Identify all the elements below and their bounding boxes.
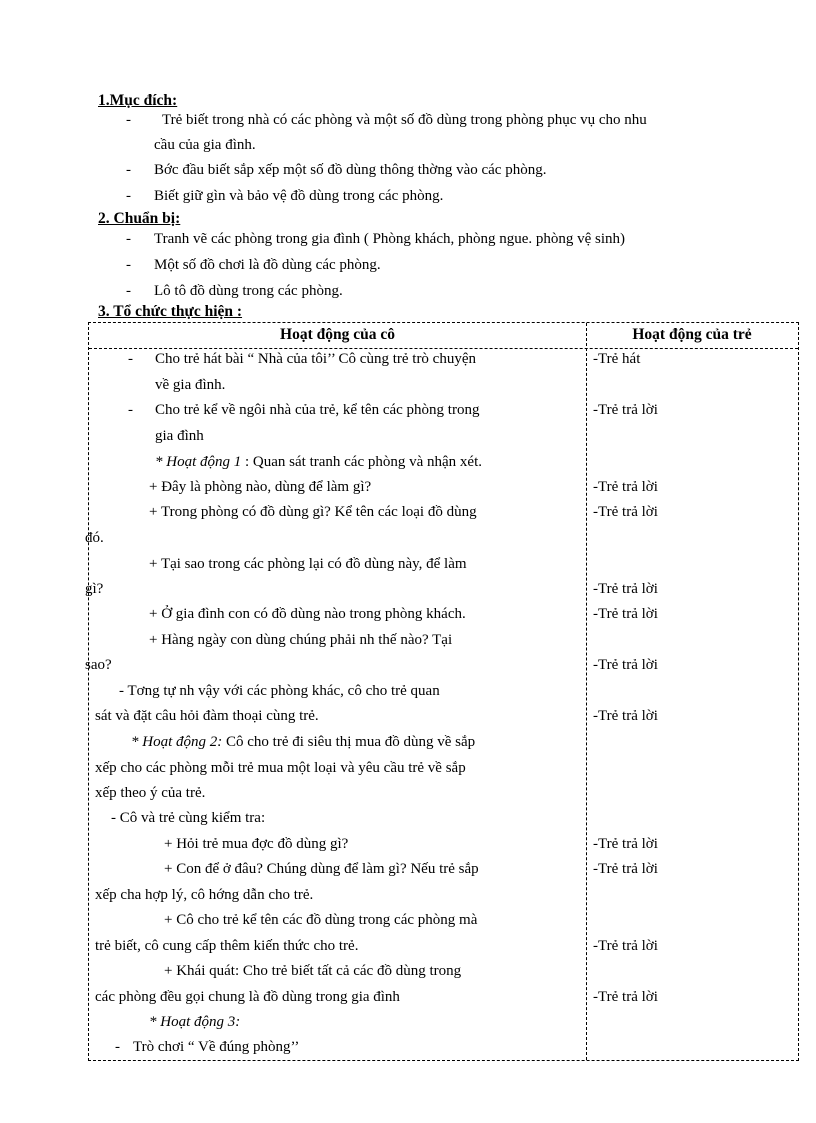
teacher-line-18: xếp theo ý của trẻ. xyxy=(95,785,206,801)
child-response-4: -Trẻ trả lời xyxy=(593,504,658,520)
teacher-line-24: trẻ biết, cô cung cấp thêm kiến thức cho trẻ. xyxy=(95,938,359,954)
teacher-line-10: gì? xyxy=(85,581,104,597)
purpose-item-3-text: Biết giữ gìn và bảo vệ đồ dùng trong các phòng. xyxy=(154,188,444,204)
teacher-line-21: + Con để ở đâu? Chúng dùng để làm gì? Nếu trẻ sắp xyxy=(164,861,479,877)
activity-2-text: Cô cho trẻ đi siêu thị mua đồ dùng về sắp xyxy=(222,734,476,750)
teacher-line-15: sát và đặt câu hỏi đàm thoại cùng trẻ. xyxy=(95,708,319,724)
bullet-dash: - xyxy=(126,162,131,178)
teacher-line-13: sao? xyxy=(85,657,112,673)
teacher-line-25: + Khái quát: Cho trẻ biết tất cả các đồ dùng trong xyxy=(164,963,462,979)
child-response-5: -Trẻ trả lời xyxy=(593,581,658,597)
teacher-line-14: - Tơng tự nh vậy với các phòng khác, cô cho trẻ quan xyxy=(119,683,440,699)
prep-item-3-text: Lô tô đồ dùng trong các phòng. xyxy=(154,283,343,299)
teacher-line-3: Cho trẻ kể về ngôi nhà của trẻ, kể tên các phòng trong xyxy=(155,402,480,418)
child-response-8: -Trẻ trả lời xyxy=(593,708,658,724)
teacher-line-23: + Cô cho trẻ kể tên các đồ dùng trong các phòng mà xyxy=(164,912,478,928)
section-2-heading: 2. Chuẩn bị: xyxy=(98,210,181,227)
bullet-dash: - xyxy=(126,112,131,128)
teacher-line-5 xyxy=(155,452,482,472)
section-3-heading: 3. Tổ chức thực hiện : xyxy=(98,303,243,320)
prep-item-2-text: Một số đồ chơi là đồ dùng các phòng. xyxy=(154,257,381,273)
activity-table xyxy=(85,322,799,1061)
child-response-3: -Trẻ trả lời xyxy=(593,479,658,495)
purpose-item-1-line-1: Trẻ biết trong nhà có các phòng và một số đồ dùng trong phòng phục vụ cho nhu xyxy=(162,112,647,128)
teacher-line-26: các phòng đều gọi chung là đồ dùng trong gia đình xyxy=(95,989,400,1005)
bullet-dash: - xyxy=(126,283,131,299)
activity-3-label: * Hoạt động 3: xyxy=(149,1014,241,1030)
bullet-dash: - xyxy=(128,351,133,367)
bullet-dash: - xyxy=(126,231,131,247)
child-column-header: Hoạt động của trẻ xyxy=(632,326,752,343)
section-1-heading: 1.Mục đích: xyxy=(98,92,178,109)
child-response-9: -Trẻ trả lời xyxy=(593,836,658,852)
child-response-7: -Trẻ trả lời xyxy=(593,657,658,673)
teacher-column-header: Hoạt động của cô xyxy=(280,326,395,343)
teacher-line-22: xếp cha hợp lý, cô hớng dẫn cho trẻ. xyxy=(95,887,314,903)
child-response-1: -Trẻ hát xyxy=(593,351,641,367)
teacher-line-11: + Ở gia đình con có đồ dùng nào trong phòng khách. xyxy=(149,606,466,622)
child-response-12: -Trẻ trả lời xyxy=(593,989,658,1005)
teacher-line-19: - Cô và trẻ cùng kiểm tra: xyxy=(111,810,266,826)
teacher-line-9: + Tại sao trong các phòng lại có đồ dùng này, để làm xyxy=(149,556,467,572)
activity-1-text: : Quan sát tranh các phòng và nhận xét. xyxy=(241,454,483,470)
teacher-line-16 xyxy=(131,732,475,752)
activity-1-label: * Hoạt động 1 xyxy=(155,454,242,470)
teacher-line-12: + Hàng ngày con dùng chúng phải nh thế nào? Tại xyxy=(149,632,453,648)
teacher-line-20: + Hỏi trẻ mua đợc đồ dùng gì? xyxy=(164,836,349,852)
bullet-dash: - xyxy=(126,188,131,204)
child-response-11: -Trẻ trả lời xyxy=(593,938,658,954)
purpose-item-2-text: Bớc đầu biết sắp xếp một số đồ dùng thông thờng vào các phòng. xyxy=(154,162,547,178)
prep-item-1-text: Tranh vẽ các phòng trong gia đình ( Phòng khách, phòng ngue. phòng vệ sinh) xyxy=(154,231,626,247)
bullet-dash: - xyxy=(126,257,131,273)
teacher-line-4: gia đình xyxy=(155,428,204,444)
column-divider xyxy=(586,323,587,1060)
teacher-line-8: đó. xyxy=(85,530,104,546)
bullet-dash: - xyxy=(128,402,133,418)
teacher-line-27 xyxy=(149,1012,240,1032)
teacher-line-1: Cho trẻ hát bài “ Nhà của tôi’’ Cô cùng trẻ trò chuyện xyxy=(155,351,476,367)
child-response-6: -Trẻ trả lời xyxy=(593,606,658,622)
activity-2-label: * Hoạt động 2: xyxy=(131,734,223,750)
teacher-line-6: + Đây là phòng nào, dùng để làm gì? xyxy=(149,479,372,495)
teacher-line-17: xếp cho các phòng mỗi trẻ mua một loại và yêu cầu trẻ về sắp xyxy=(95,760,466,776)
teacher-line-2: về gia đình. xyxy=(155,377,226,393)
purpose-item-1-line-2: cầu của gia đình. xyxy=(154,137,256,153)
teacher-line-28: Trò chơi “ Về đúng phòng’’ xyxy=(133,1039,300,1055)
child-response-10: -Trẻ trả lời xyxy=(593,861,658,877)
child-response-2: -Trẻ trả lời xyxy=(593,402,658,418)
teacher-line-7: + Trong phòng có đồ dùng gì? Kể tên các loại đồ dùng xyxy=(149,504,477,520)
bullet-dash: - xyxy=(115,1039,120,1055)
